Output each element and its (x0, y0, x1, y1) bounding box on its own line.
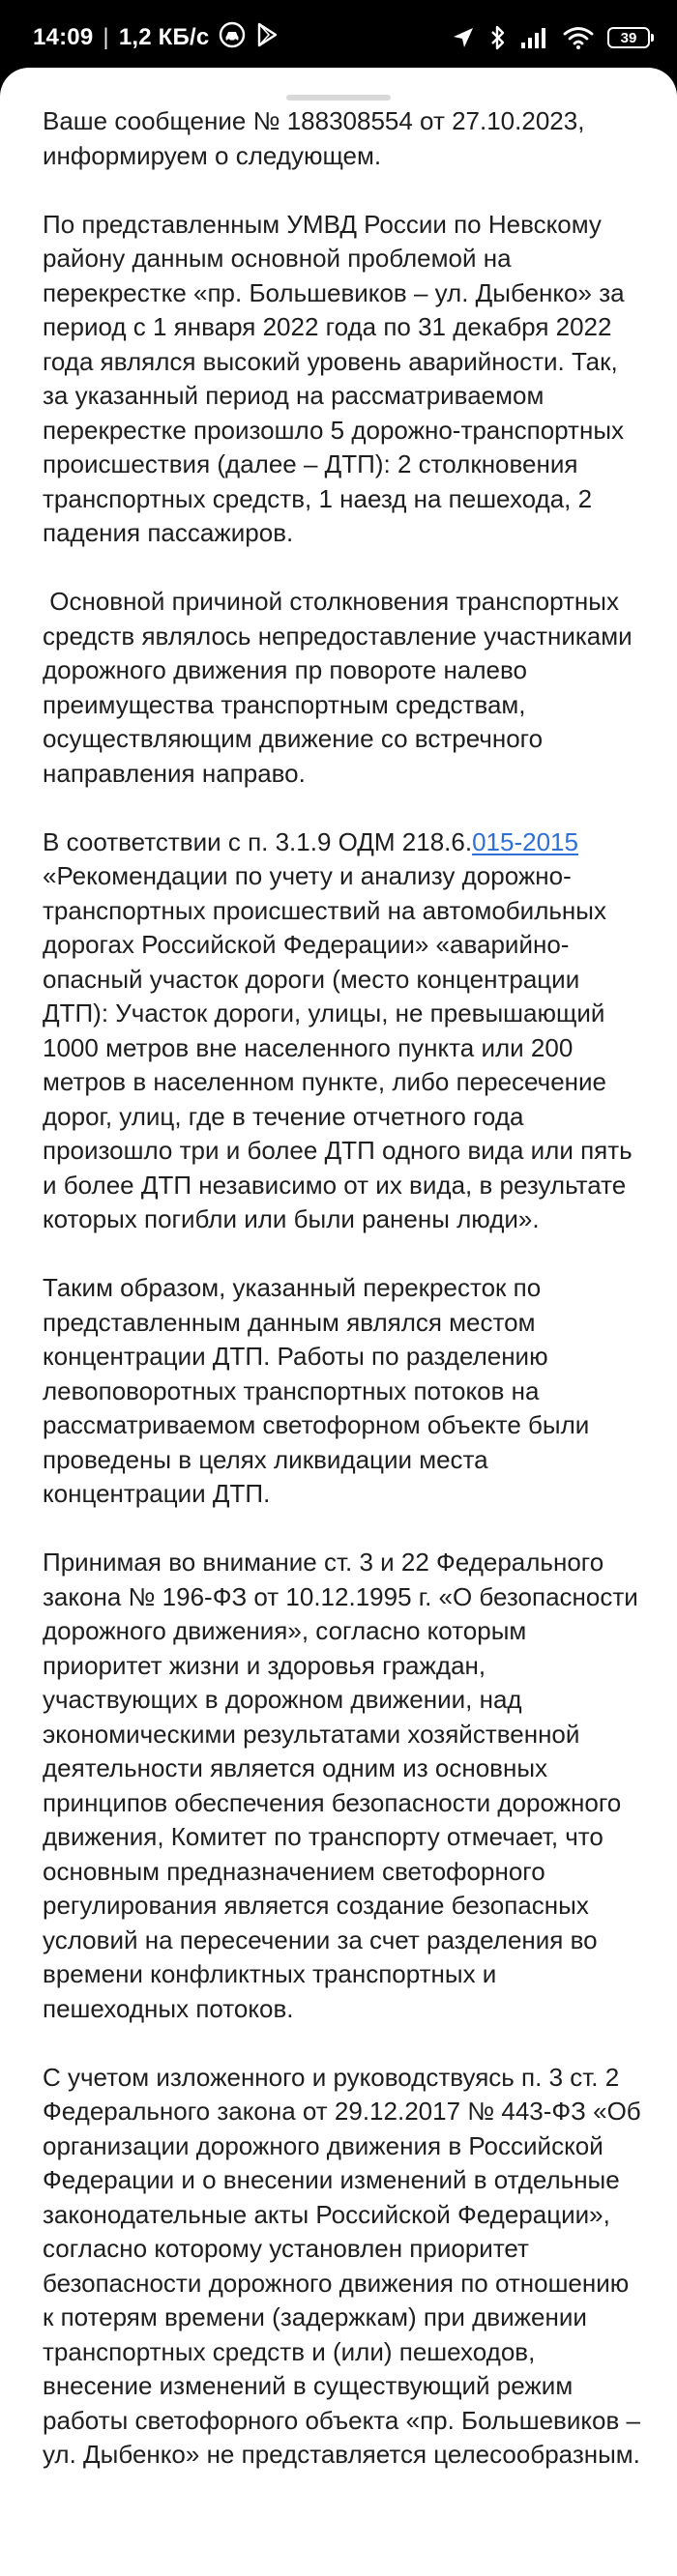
bluetooth-icon (489, 24, 507, 51)
message-paragraph-5: Таким образом, указанный перекресток по представленным данным являлся местом концентрации ДТП. Работы по разделению левоповоротных транспортных потоков на рассматриваемом светофорном объекте были проведены в целях ликвидации места концентрации ДТП. (43, 1273, 597, 1508)
message-paragraph-3: Основной причиной столкновения транспортных средств являлось непредоставление участниками дорожного движения пр повороте налево преимущества транспортным средствам, осуществляющим движение со встречного направления направо. (43, 587, 639, 788)
paragraph-4-rest: «Рекомендации по учету и анализу дорожно-транспортных происшествий на автомобильных дорогах Российской Федерации» «аварийно-опасный участок дороги (место концентрации ДТП): Участок дороги, улицы, не превышающий 1000 метров вне населенного пункта или 200 метров в населенном пункте, либо пересечение дорог, улиц, где в течение отчетного года произошло три и более ДТП одного вида или пять и более ДТП независимо от их вида, в результате которых погибли или были ранены люди». (43, 826, 639, 1233)
status-right-group (451, 21, 650, 54)
sheet-drag-handle[interactable] (286, 95, 391, 101)
battery-icon (607, 27, 650, 48)
message-paragraph-4 (43, 825, 642, 1237)
signal-icon (520, 26, 549, 49)
status-time: 14:09 (33, 24, 94, 50)
status-left-group (33, 21, 279, 54)
message-paragraph-1: Ваше сообщение № 188308554 от 27.10.2023, информируем о следующем. (43, 106, 592, 170)
message-paragraph-7: С учетом изложенного и руководствуясь п. 3 ст. 2 Федерального закона от 29.12.2017 № 443-ФЗ «Об организации дорожного движения в Российской Федерации и о внесении изменений в отдельные законодательные акты Российской Федерации», согласно которому установлен приоритет безопасности дорожного движения по отношению к потерям времени (задержкам) при движении транспортных средств и (или) пешеходов, внесение изменений в существующий режим работы светофорного объекта «пр. Большевиков – ул. Дыбенко» не представляется целесообразным. (43, 2062, 648, 2469)
message-paragraph-2: По представленным УМВД России по Невскому району данным основной проблемой на перекрестке «пр. Большевиков – ул. Дыбенко» за период с 1 января 2022 года по 31 декабря 2022 года являлся высокий уровень аварийности. Так, за указанный период на рассматриваемом перекрестке произошло 5 дорожно-транспортных происшествия (далее – ДТП): 2 столкновения транспортных средств, 1 наезд на пешехода, 2 падения пассажиров. (43, 209, 632, 547)
document-number-link[interactable]: 015-2015 (472, 826, 578, 856)
wifi-icon (563, 26, 594, 49)
status-separator: | (103, 24, 109, 50)
car-icon (219, 21, 246, 55)
message-paragraph-6: Принимая во внимание ст. 3 и 22 Федерального закона № 196-ФЗ от 10.12.1995 г. «О безопасности дорожного движения», согласно которым приоритет жизни и здоровья граждан, участвующих в дорожном движении, над экономическими результатами хозяйственной деятельности является одним из основных принципов обеспечения безопасности дорожного движения, Комитет по транспорту отмечает, что основным предназначением светофорного регулирования является создание безопасных условий на пересечении за счет разделения во времени конфликтных транспортных и пешеходных потоков. (43, 1548, 646, 2023)
location-icon (451, 25, 476, 50)
status-bar (0, 0, 677, 75)
battery-level: 39 (620, 29, 637, 46)
message-sheet[interactable] (0, 68, 677, 2576)
play-store-icon (255, 22, 279, 54)
status-network-speed: 1,2 КБ/с (118, 24, 210, 50)
paragraph-4-intro: В соответствии с п. 3.1.9 ОДМ 218.6. (43, 826, 473, 856)
message-body (43, 104, 648, 2506)
